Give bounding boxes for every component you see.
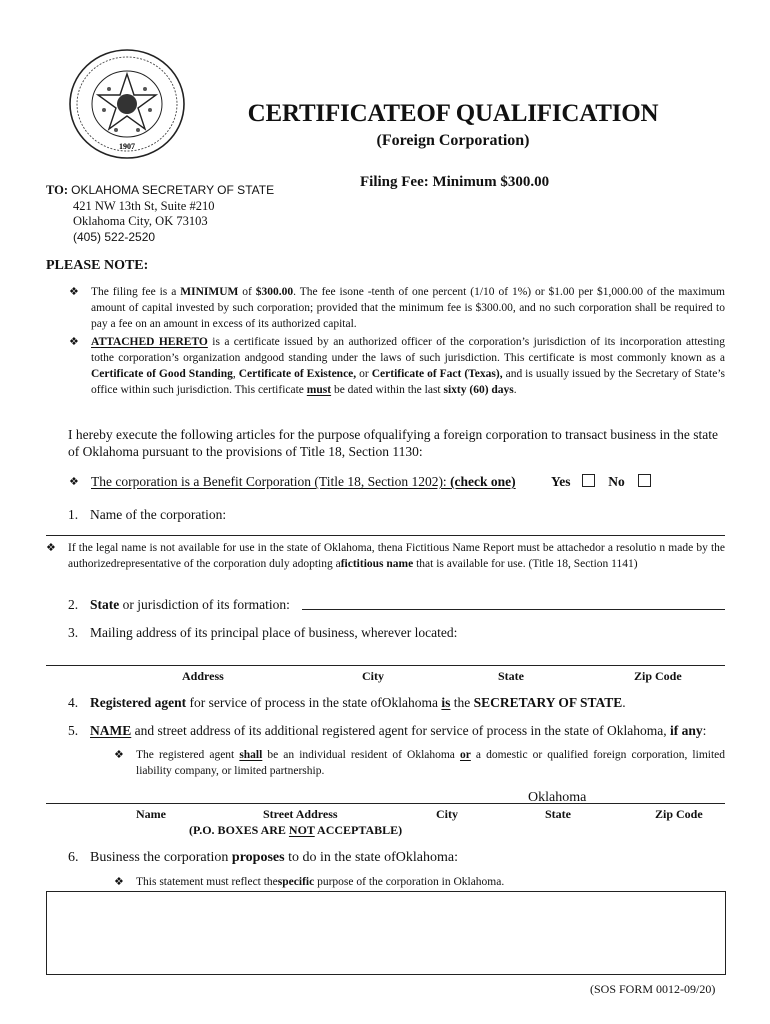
diamond-bullet-icon: ❖ bbox=[69, 475, 79, 488]
city-column-label: City bbox=[362, 669, 384, 683]
recipient-address-line1: 421 NW 13th St, Suite #210 bbox=[73, 198, 215, 213]
benefit-corporation-row bbox=[69, 474, 516, 490]
agent-city-column-label: City bbox=[436, 807, 458, 821]
page-subtitle: (Foreign Corporation) bbox=[376, 132, 530, 149]
recipient-block: TO: OKLAHOMA SECRETARY OF STATE 421 NW 13th St, Suite #210 Oklahoma City, OK 73103 (405) 522-2520 bbox=[46, 183, 275, 244]
please-note-heading: PLEASE NOTE: bbox=[46, 258, 149, 273]
seal-year: 1907 bbox=[119, 142, 135, 151]
agent-name-column-label: Name bbox=[136, 807, 166, 821]
item-1-corporation-name: 1. Name of the corporation: bbox=[68, 507, 227, 522]
fictitious-name-note: ❖ If the legal name is not available for use in the state of Oklahoma, thena Fictitious Name Report must be attachedor a resolutio n made by the authorizedrepresentative of the corporation duly adopting afictitious name that is available for use. (Title 18, Section 1141) bbox=[46, 541, 725, 570]
page-title: CERTIFICATEOF QUALIFICATION bbox=[247, 100, 659, 127]
street-address-column-label: Street Address bbox=[263, 807, 338, 821]
item-6-business-purpose: 6. Business the corporation proposes to do in the state ofOklahoma: bbox=[68, 850, 458, 865]
business-purpose-textbox[interactable] bbox=[46, 891, 726, 975]
corporation-name-field[interactable] bbox=[46, 535, 725, 536]
diamond-bullet-icon: ❖ bbox=[46, 541, 56, 554]
state-of-formation-field[interactable] bbox=[302, 609, 725, 610]
item-4-registered-agent: 4. Registered agent for service of process in the state ofOklahoma is the SECRETARY OF STATE. bbox=[68, 695, 626, 710]
recipient-address-line2: Oklahoma City, OK 73103 bbox=[73, 214, 208, 228]
po-box-warning: (P.O. BOXES ARE NOT ACCEPTABLE) bbox=[189, 823, 403, 837]
recipient-name: OKLAHOMA SECRETARY OF STATE bbox=[71, 183, 275, 197]
agent-zip-column-label: Zip Code bbox=[655, 807, 703, 821]
diamond-bullet-icon: ❖ bbox=[69, 285, 79, 298]
mailing-address-field[interactable] bbox=[46, 665, 725, 666]
item-2-state-of-formation: 2. State or jurisdiction of its formation: bbox=[68, 597, 290, 612]
no-checkbox[interactable] bbox=[638, 474, 651, 487]
diamond-bullet-icon: ❖ bbox=[114, 875, 124, 888]
item-5-additional-agent: 5. NAME and street address of its additional registered agent for service of process in the state of Oklahoma, if any: bbox=[68, 723, 707, 738]
additional-agent-field[interactable] bbox=[46, 803, 725, 804]
filing-fee: Filing Fee: Minimum $300.00 bbox=[360, 174, 550, 190]
intro-paragraph: I hereby execute the following articles for the purpose ofqualifying a foreign corporation to transact business in the state of Oklahoma pursuant to the provisions of Title 18, Section 1130: bbox=[68, 427, 719, 459]
purpose-statement-note: ❖ This statement must reflect thespecific purpose of the corporation in Oklahoma. bbox=[114, 875, 505, 888]
benefit-question: The corporation is a Benefit Corporation (Title 18, Section 1202): bbox=[91, 474, 451, 489]
address-column-label: Address bbox=[182, 669, 224, 683]
yes-label: Yes bbox=[551, 474, 571, 489]
diamond-bullet-icon: ❖ bbox=[69, 335, 79, 348]
form-number: (SOS FORM 0012-09/20) bbox=[590, 982, 716, 996]
attached-hereto-note: ❖ ATTACHED HERETO is a certificate issued by an authorized officer of the corporation’s jurisdiction of its incorporation attesting tothe corporation’s organization andgood standing under the laws of such jurisdiction. This certificate is most commonly known as a Certificate of Good Standing, Certificate of Existence, or Certificate of Fact (Texas), and is usually issued by the Secretary of State’s office within such jurisdiction. This certificate must be dated within the last sixty (60) days. bbox=[69, 335, 725, 396]
no-label: No bbox=[608, 474, 625, 489]
recipient-phone: (405) 522-2520 bbox=[73, 229, 156, 244]
item-3-mailing-address: 3. Mailing address of its principal place of business, wherever located: bbox=[68, 625, 458, 640]
registered-agent-requirement: ❖ The registered agent shall be an individual resident of Oklahoma or a domestic or qualified foreign corporation, limited liability company, or limited partnership. bbox=[114, 748, 726, 777]
fee-note: ❖ The filing fee is a MINIMUM of $300.00. The fee isone -tenth of one percent (1/10 of 1%) or $1.00 per $1,000.00 of the maximum amount of capital invested by such corporation; provided that the minimum fee is $300.00, and no such corporation shall be required to pay a fee on an amount in excess of its authorized capital. bbox=[69, 285, 725, 330]
zip-column-label: Zip Code bbox=[634, 669, 682, 683]
state-column-label: State bbox=[498, 669, 524, 683]
yes-checkbox[interactable] bbox=[582, 474, 595, 487]
check-one-label: (check one) bbox=[450, 474, 516, 489]
agent-state-column-label: State bbox=[545, 807, 571, 821]
to-label: TO bbox=[46, 183, 64, 197]
benefit-options bbox=[551, 474, 651, 490]
prefilled-state-value: Oklahoma bbox=[528, 790, 587, 805]
diamond-bullet-icon: ❖ bbox=[114, 748, 124, 761]
